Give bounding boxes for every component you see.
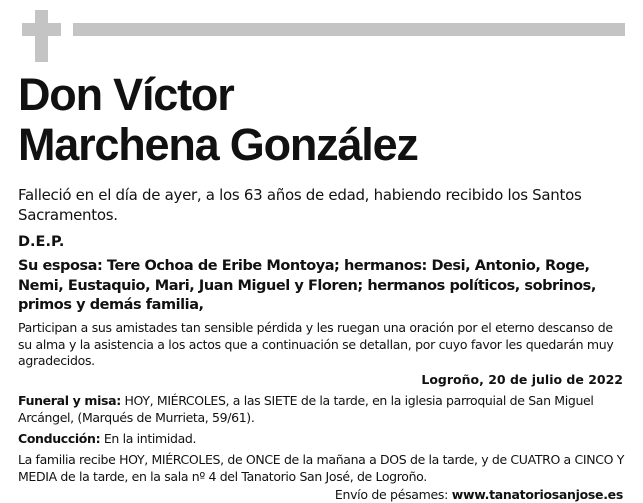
- cross-icon-horizontal-bar: [22, 23, 61, 36]
- condolences-line: [335, 486, 623, 503]
- rip-label: D.E.P.: [18, 234, 65, 250]
- header-rule: [73, 23, 625, 36]
- family-list: Su esposa: Tere Ochoa de Eribe Montoya; hermanos: Desi, Antonio, Roge, Nemi, Eustaquio, Mari, Juan Miguel y Floren; hermanos políticos, sobrinos, primos y demás familia,: [18, 258, 596, 313]
- funeral-text: HOY, MIÉRCOLES, a las SIETE de la tarde, en la iglesia parroquial de San Miguel Arcángel, (Marqués de Murrieta, 59/61).: [18, 393, 594, 425]
- cross-icon-vertical-bar: [35, 10, 48, 62]
- procession-details: [18, 430, 628, 447]
- deceased-name-line-2: Marchena González: [18, 119, 418, 170]
- condolences-label: Envío de pésames:: [334, 487, 452, 502]
- dateline: Logroño, 20 de julio de 2022: [421, 372, 623, 387]
- funeral-label: Funeral y misa:: [18, 393, 121, 408]
- deceased-name-line-1: Don Víctor: [18, 69, 234, 120]
- deceased-name: [18, 70, 628, 170]
- visitation-details: La familia recibe HOY, MIÉRCOLES, de ONCE de la mañana a DOS de la tarde, y de CUATRO a CINCO Y MEDIA de la tarde, en la sala nº 4 del Tanatorio San José, de Logroño.: [18, 452, 624, 484]
- death-notice-text: Falleció en el día de ayer, a los 63 años de edad, habiendo recibido los Santos Sacramentos.: [18, 186, 582, 224]
- procession-label: Conducción:: [18, 431, 101, 446]
- condolences-link[interactable]: www.tanatoriosanjose.es: [451, 487, 623, 502]
- procession-text: En la intimidad.: [100, 431, 197, 446]
- invitation-text: Participan a sus amistades tan sensible pérdida y les ruegan una oración por el eterno descanso de su alma y la asistencia a los actos que a continuación se detallan, por cuyo favor les quedarán muy agradecidos.: [18, 320, 614, 368]
- funeral-details: [18, 392, 628, 426]
